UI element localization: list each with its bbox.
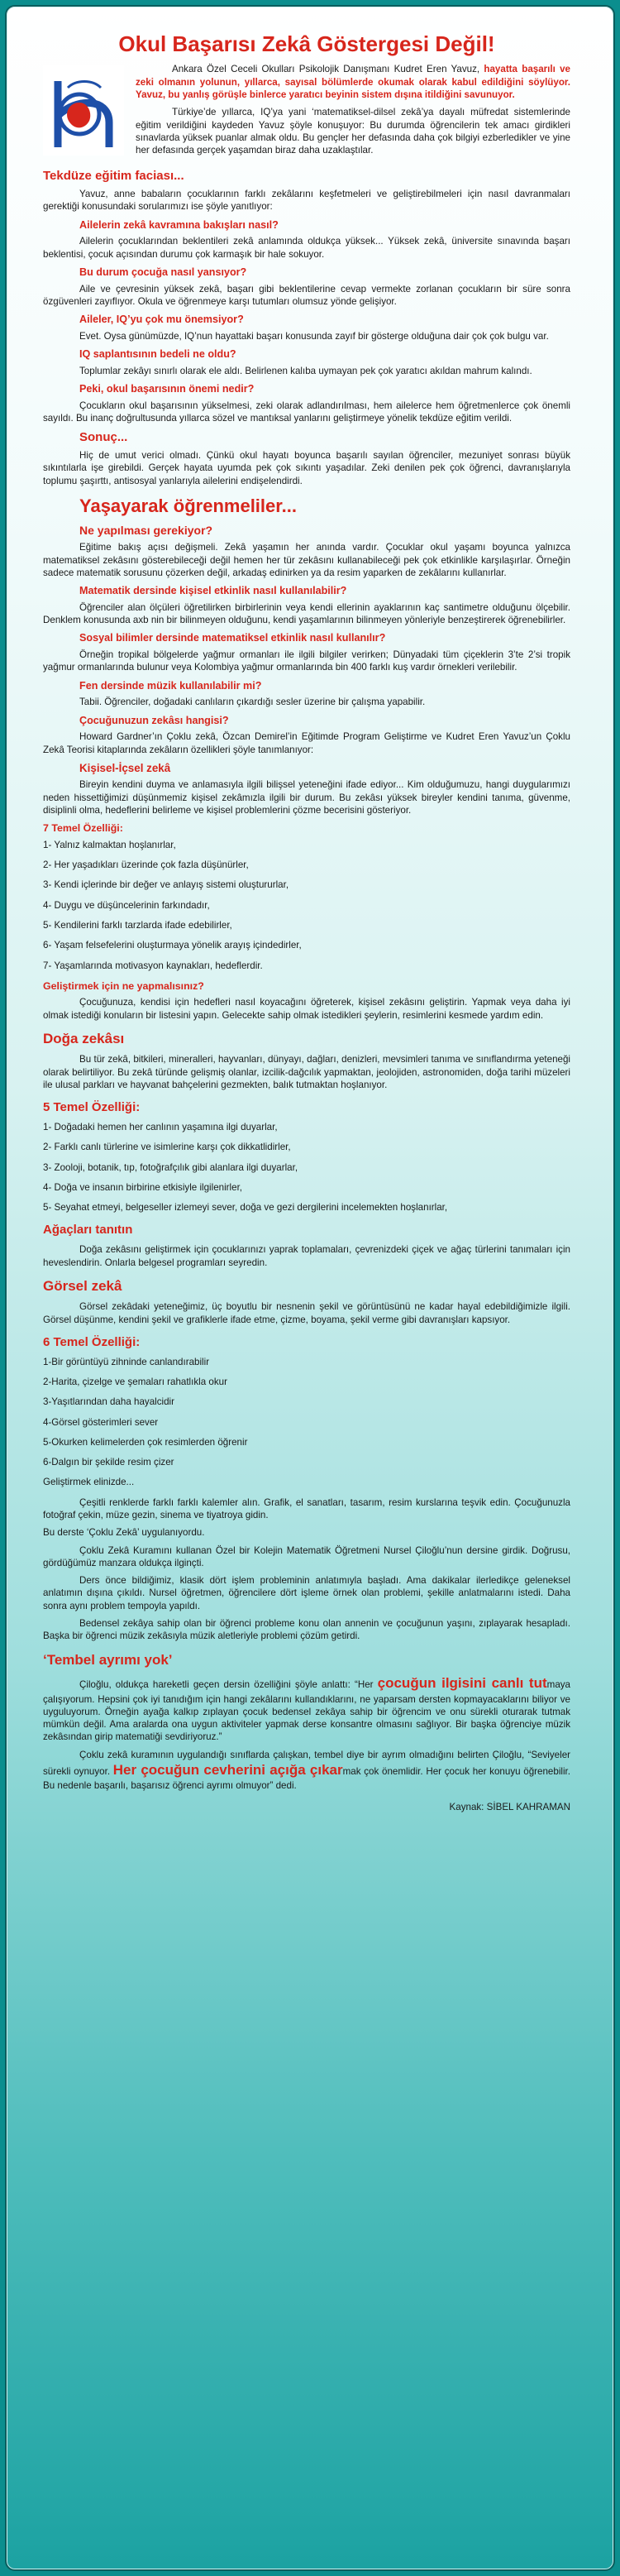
- question: Sosyal bilimler dersinde matematiksel etkinlik nasıl kullanılır?: [79, 632, 386, 644]
- paragraph: Çeşitli renklerde farklı farklı kalemler alın. Grafik, el sanatları, tasarım, resim kurslarına teşvik edin. Çocuğunuzla fotoğraf çekin, müze gezin, sinema ve tiyatroya gidin.: [43, 1496, 570, 1520]
- answer: Bireyin kendini duyma ve anlamasıyla ilgili bilişsel yeteneğini ifade ediyor... Kim olduğumuzu, hangi duygularımızı neden hissettiğimizi düşünmemiz kişisel zekâmızla ilgili bir durum. Bu zekâsı yüksek bireyler kendini tanıma, güvenme, disiplinli olma, hedeflerini belirleme ve kişisel problemlerini çözme becerisini gösteriyor.: [43, 779, 570, 816]
- article: [43, 30, 570, 1813]
- paragraph: Bu tür zekâ, bitkileri, mineralleri, hayvanları, dünyayı, dağları, denizleri, mevsimleri tanıma ve sınıflandırma yeteneği olarak belirtiliyor. Bu zekâ türünde gelişmiş olanlar, izcilik-dağcılık yapmaktan, jeolojiden, astronomiden, doğa tarihi müzeleri ile ulusal parkları ve hayvanat bahçelerini gezmekten, balık tutmaktan hoşlanıyor.: [43, 1054, 570, 1090]
- answer: Evet. Oysa günümüzde, IQ’nun hayattaki başarı konusunda zayıf bir gösterge olduğuna dair çok çok bulgu var.: [79, 330, 549, 342]
- list-item: 3- Kendi içlerinde bir değer ve anlayış sistemi oluştururlar,: [43, 879, 289, 891]
- answer: Çocuğunuza, kendisi için hedefleri nasıl koyacağını öğreterek, kişisel zekâsını geliştirin. Yapmak veya daha iyi olmak istediği konuların bir listesini yapın. Gelecekte sahip olmak istedikleri şeylerin, resimlerini kesmede yardım edin.: [43, 997, 570, 1021]
- heading-5-features: 5 Temel Özelliği:: [43, 1100, 141, 1115]
- list-item: 1-Bir görüntüyü zihninde canlandırabilir: [43, 1356, 210, 1367]
- answer: Howard Gardner’ın Çoklu zekâ, Özcan Demirel’in Eğitimde Program Geliştirme ve Kudret Eren Yavuz’un Çoklu Zekâ Teorisi kitaplarında zekâların özellikleri şöyle tanımlanıyor:: [43, 731, 570, 755]
- list-item: 5- Seyahat etmeyi, belgeseller izlemeyi sever, doğa ve gezi dergilerini incelemekten hoşlanırlar,: [43, 1202, 448, 1214]
- question: Fen dersinde müzik kullanılabilir mi?: [79, 679, 262, 692]
- heading-tembel: ‘Tembel ayrımı yok’: [43, 1651, 173, 1668]
- heading-gorsel: Görsel zekâ: [43, 1277, 122, 1294]
- author-signature: Kaynak: SİBEL KAHRAMAN: [449, 1801, 570, 1812]
- answer: Örneğin tropikal bölgelerde yağmur ormanları ile ilgili bilgiler verirken; Dünyadaki tüm çiçeklerin 3’te 2’si tropik yağmur ormanlarında bulunur veya Kolombiya yağmur ormanlarında bin 400 farklı kuş vardır örnekleri verilebilir.: [43, 649, 570, 673]
- answer: Öğrenciler alan ölçüleri öğretilirken birbirlerinin veya kendi ellerinin ayaklarının kaç santimetre olduğunu ölçebilir. Denklem konusunda axb nin bir bilinmeyen olduğunu, kendi yaşamlarının bilinmeyen yönleriyle benzeştirerek öğrenebilirler.: [43, 601, 570, 626]
- list-item: 2-Harita, çizelge ve şemaları rahatlıkla okur: [43, 1376, 227, 1387]
- list-item: 1- Yalnız kalmaktan hoşlanırlar,: [43, 839, 176, 850]
- question: Matematik dersinde kişisel etkinlik nasıl kullanılabilir?: [79, 585, 347, 597]
- paragraph: Yavuz, anne babaların çocuklarının farklı zekâlarını keşfetmeleri ve geliştirebilmeleri için nasıl davranmaları gerektiği konusundaki sorularımızı ise şöyle yanıtlıyor:: [43, 189, 570, 213]
- question: Geliştirmek için ne yapmalısınız?: [43, 979, 204, 992]
- answer: Eğitime bakış açısı değişmeli. Zekâ yaşamın her anında vardır. Çocuklar okul yaşamı boyunca yalnızca matematiksel zekâsını gösterebileceği değil hemen her tür zekâsını kullanabileceği pek çok etkinlikle karşılaşırlar. Örneğin sadece matematik sorusunu çözerken değil, arkadaş edinirken ya da resim yaparken de zekâlarını kullanırlar.: [43, 542, 570, 578]
- answer: Tabii. Öğrenciler, doğadaki canlıların çıkardığı sesler üzerine bir çalışma yapabilir.: [79, 697, 426, 708]
- list-item: Geliştirmek elinizde...: [43, 1477, 135, 1488]
- paragraph: Bu derste ‘Çoklu Zekâ’ uygulanıyordu.: [43, 1527, 205, 1539]
- question: Kişisel-İçsel zekâ: [79, 761, 171, 774]
- answer: Çocukların okul başarısının yükselmesi, zeki olarak adlandırılması, hem ailelerce hem öğretmenlerce çok önemli sayıldı. Bu inanç doğrultusunda yıllarca sözel ve mantıksal yanlarını geliştirmeye yönelik tekdüze eğitim verildi.: [43, 400, 570, 424]
- question: IQ saplantısının bedeli ne oldu?: [79, 348, 236, 361]
- paragraph: Görsel zekâdaki yeteneğimiz, üç boyutlu bir nesnenin şekil ve görüntüsünü ne kadar hayal edebildiğimizle ilgili. Görsel düşünme, kendini şekil ve grafiklerle ifade etme, çizme, boyama, şekil verme gibi davranışları kapsıyor.: [43, 1301, 570, 1325]
- paragraph: Çoklu zekâ kuramının uygulandığı sınıflarda çalışkan, tembel diye bir ayrım olmadığını belirten Çiloğlu, “Seviyeler sürekli oynuyor. Her çocuğun cevherini açığa çıkarmak çok önemlidir. Her çocuk her konuyu öğrenebilir. Bu nedenle başarılı, başarısız öğrenci ayrımı olmuyor” dedi.: [43, 1749, 570, 1792]
- paragraph: Doğa zekâsını geliştirmek için çocuklarınızı yaprak toplamaları, çevrenizdeki çiçek ve ağaç türlerini tanımaları için heveslendirin. Onlarla belgesel programları seyredin.: [43, 1244, 570, 1268]
- list-item: 2- Farklı canlı türlerine ve isimlerine karşı çok dikkatlidirler,: [43, 1142, 291, 1153]
- answer: Aile ve çevresinin yüksek zekâ, başarı gibi beklentilerine cevap vermekte zorlanan çocukların bir süre sonra özgüvenleri zayıflıyor. Okula ve öğrenmeye karşı tutumları olumsuz yönde gelişiyor.: [43, 283, 570, 307]
- list-item: 1- Doğadaki hemen her canlının yaşamına ilgi duyarlar,: [43, 1121, 278, 1132]
- paragraph: Çoklu Zekâ Kuramını kullanan Özel bir Kolejin Matematik Öğretmeni Nursel Çiloğlu’nun dersine girdik. Doğrusu, gördüğümüz manzara oldukça ilginçti.: [43, 1544, 570, 1568]
- paragraph: Bedensel zekâya sahip olan bir öğrenci probleme konu olan annenin ve çocuğunun yaşını, zıplayarak hesapladı. Başka bir öğrenci müzik zekâsıyla müzik aletleriyle problemi çözüm getirdi.: [43, 1618, 570, 1642]
- list-6-features: [43, 1356, 570, 1489]
- list-item: 3-Yaşıtlarından daha hayalcidir: [43, 1396, 174, 1408]
- list-item: 7- Yaşamlarında motivasyon kaynakları, hedeflerdir.: [43, 960, 263, 971]
- question: Ailelerin zekâ kavramına bakışları nasıl?: [79, 218, 279, 231]
- list-5-features: [43, 1121, 570, 1214]
- list-item: 5-Okurken kelimelerden çok resimlerden öğrenir: [43, 1436, 248, 1448]
- answer: Ailelerin çocuklarından beklentileri zekâ anlamında oldukça yüksek... Yüksek zekâ, üniversite sınavında başarı beklentisi, çocuk açısından durumu çok karmaşık bir hale sokuyor.: [43, 236, 570, 260]
- answer: Hiç de umut verici olmadı. Çünkü okul hayatı boyunca başarılı sayılan öğrenciler, mezuniyet sonrası büyük sıkıntılarla işe girebildi. Gerçek hayata uyumda pek çok sıkıntı yaşadılar. Zeki denilen pek çok öğrenci, davranışlarıyla toplumu şaşırttı, antisosyal yanlarıyla ailelerini endişelendirdi.: [43, 450, 570, 486]
- heading-yasayarak: Yaşayarak öğrenmeliler...: [79, 495, 297, 516]
- list-item: 4- Doğa ve insanın birbirine etkisiyle ilgilenirler,: [43, 1181, 243, 1193]
- intro-paragraph: Ankara Özel Ceceli Okulları Psikolojik Danışmanı Kudret Eren Yavuz, hayatta başarılı ve zeki olmanın yolunun, yıllarca, sayısal bölümlerde okumak olarak kabul edildiğini söylüyor. Yavuz, bu yanlış görüşle binlerce yaratıcı beyinin sistem dışına itildiğini savunuyor.: [136, 64, 570, 100]
- list-item: 5- Kendilerini farklı tarzlarda ifade edebilirler,: [43, 919, 232, 931]
- list-item: 4- Duygu ve düşüncelerinin farkındadır,: [43, 899, 210, 911]
- list-item: 3- Zooloji, botanik, tıp, fotoğrafçılık gibi alanlara ilgi duyarlar,: [43, 1161, 298, 1173]
- heading-doga: Doğa zekâsı: [43, 1030, 125, 1046]
- question: Ne yapılması gerekiyor?: [79, 523, 213, 537]
- heading-tekduze: Tekdüze eğitim faciası...: [43, 169, 184, 184]
- question: Sonuç...: [79, 430, 128, 445]
- intro-paragraph-2: Türkiye’de yıllarca, IQ’ya yani ‘matematiksel-dilsel zekâ’ya dayalı müfredat sistemlerinde eğitim verildiğini kaydeden Yavuz şöyle konuşuyor: Bu durumda öğrencilerin tek amacı girdikleri sınavlarda yüksek puanlar almak oldu. Bu gençler her defasında daha çok bilgiyi ezberledikler ve yine her defasında gerçek yaşamdan biraz daha uzaklaştılar.: [136, 107, 570, 156]
- question: Peki, okul başarısının önemi nedir?: [79, 383, 255, 395]
- question: Aileler, IQ’yu çok mu önemsiyor?: [79, 314, 244, 326]
- answer: Toplumlar zekâyı sınırlı olarak ele aldı. Belirlenen kalıba uymayan pek çok yaratıcı akıldan mahrum kalındı.: [79, 365, 532, 376]
- paragraph: Çiloğlu, oldukça hareketli geçen dersin özelliğini şöyle anlattı: “Her çocuğun ilgisini canlı tutmaya çalışıyorum. Hepsini çok iyi tanıdığım için hangi zekâlarını kullandıklarını, ne yaparsam dersten kopmayacaklarını biliyor ve uyguluyorum. Örneğin ayağa kalkıp zıplayan çocuk bedensel zekâya sahip bir öğrencim ve onu sürekli oturarak tutmak mümkün değil. Ama aralarda ona uygun aktiviteler yapmak derse konsantre olmasını sağlıyor. Bir başka öğrenciye müzik zekâsından girip matematiği sevdiriyoruz.”: [43, 1675, 571, 1743]
- list-item: 6- Yaşam felsefelerini oluşturmaya yönelik arayış içindedirler,: [43, 940, 302, 951]
- heading-7-features: 7 Temel Özelliği:: [43, 822, 123, 835]
- oh-logo-icon: [43, 65, 124, 156]
- list-item: 2- Her yaşadıkları üzerinde çok fazla düşünürler,: [43, 859, 249, 871]
- list-item: 4-Görsel gösterimleri sever: [43, 1416, 159, 1428]
- question: Bu durum çocuğa nasıl yansıyor?: [79, 266, 247, 278]
- list-item: 6-Dalgın bir şekilde resim çizer: [43, 1457, 174, 1468]
- article-title: Okul Başarısı Zekâ Göstergesi Değil!: [118, 31, 495, 56]
- heading-6-features: 6 Temel Özelliği:: [43, 1334, 141, 1349]
- heading-agac: Ağaçları tanıtın: [43, 1223, 133, 1238]
- list-7-features: [43, 839, 570, 972]
- paragraph: Ders önce bildiğimiz, klasik dört işlem probleminin anlatımıyla başladı. Ama dakikalar ilerledikçe geleneksel anlatımın dışına çıkıldı. Nursel öğretmen, öğrencilere dört işleme örnek olan problemi, şekille anlatmalarını istedi. Daha sonra aynı problem tempoyla yapıldı.: [43, 1575, 570, 1611]
- question: Çocuğunuzun zekâsı hangisi?: [79, 714, 229, 726]
